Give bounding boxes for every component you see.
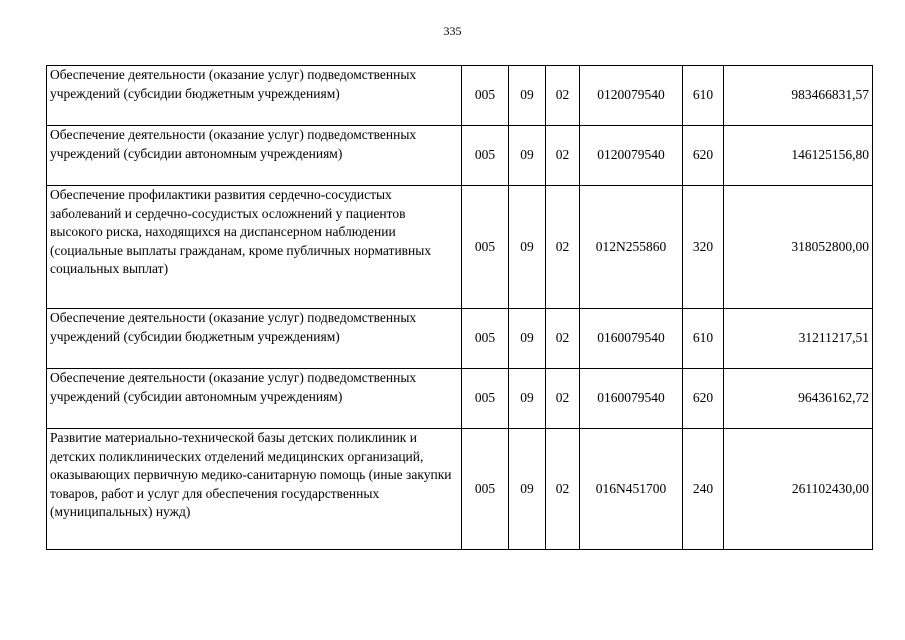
row-amount: 983466831,57 [724, 66, 873, 126]
row-section-code: 09 [509, 66, 546, 126]
budget-table [46, 65, 873, 550]
row-description: Обеспечение деятельности (оказание услуг) подведомственных учреждений (субсидии автономным учреждениям) [47, 369, 462, 429]
row-description: Обеспечение деятельности (оказание услуг) подведомственных учреждений (субсидии автономным учреждениям) [47, 126, 462, 186]
row-target-article-code: 0120079540 [580, 126, 683, 186]
row-expense-type-code: 620 [683, 369, 724, 429]
row-target-article-code: 016N451700 [580, 429, 683, 550]
row-description: Обеспечение деятельности (оказание услуг) подведомственных учреждений (субсидии бюджетным учреждениям) [47, 66, 462, 126]
row-subsection-code: 02 [546, 429, 580, 550]
row-grbs-code: 005 [462, 369, 509, 429]
row-grbs-code: 005 [462, 429, 509, 550]
row-grbs-code: 005 [462, 186, 509, 309]
row-subsection-code: 02 [546, 66, 580, 126]
row-section-code: 09 [509, 186, 546, 309]
row-subsection-code: 02 [546, 126, 580, 186]
row-description: Обеспечение профилактики развития сердечно-сосудистых заболеваний и сердечно-сосудистых осложнений у пациентов высокого риска, находящихся на диспансерном наблюдении (социальные выплаты гражданам, кроме публичных нормативных социальных выплат) [47, 186, 462, 309]
row-section-code: 09 [509, 429, 546, 550]
row-target-article-code: 0160079540 [580, 309, 683, 369]
row-grbs-code: 005 [462, 126, 509, 186]
row-target-article-code: 0120079540 [580, 66, 683, 126]
table-row [47, 309, 873, 369]
row-amount: 146125156,80 [724, 126, 873, 186]
row-subsection-code: 02 [546, 186, 580, 309]
table-row [47, 369, 873, 429]
row-grbs-code: 005 [462, 309, 509, 369]
row-subsection-code: 02 [546, 309, 580, 369]
row-description: Обеспечение деятельности (оказание услуг) подведомственных учреждений (субсидии бюджетным учреждениям) [47, 309, 462, 369]
table-row [47, 186, 873, 309]
table-row [47, 126, 873, 186]
row-section-code: 09 [509, 309, 546, 369]
row-target-article-code: 012N255860 [580, 186, 683, 309]
row-section-code: 09 [509, 126, 546, 186]
table-row [47, 66, 873, 126]
row-target-article-code: 0160079540 [580, 369, 683, 429]
row-grbs-code: 005 [462, 66, 509, 126]
row-subsection-code: 02 [546, 369, 580, 429]
page-number: 335 [443, 24, 462, 38]
row-amount: 261102430,00 [724, 429, 873, 550]
row-expense-type-code: 320 [683, 186, 724, 309]
row-amount: 318052800,00 [724, 186, 873, 309]
row-expense-type-code: 610 [683, 66, 724, 126]
row-expense-type-code: 620 [683, 126, 724, 186]
row-description: Развитие материально-технической базы детских поликлиник и детских поликлинических отделений медицинских организаций, оказывающих первичную медико-санитарную помощь (иные закупки товаров, работ и услуг для обеспечения государственных (муниципальных) нужд) [47, 429, 462, 550]
table-row [47, 429, 873, 550]
row-expense-type-code: 240 [683, 429, 724, 550]
row-amount: 31211217,51 [724, 309, 873, 369]
row-amount: 96436162,72 [724, 369, 873, 429]
row-section-code: 09 [509, 369, 546, 429]
row-expense-type-code: 610 [683, 309, 724, 369]
